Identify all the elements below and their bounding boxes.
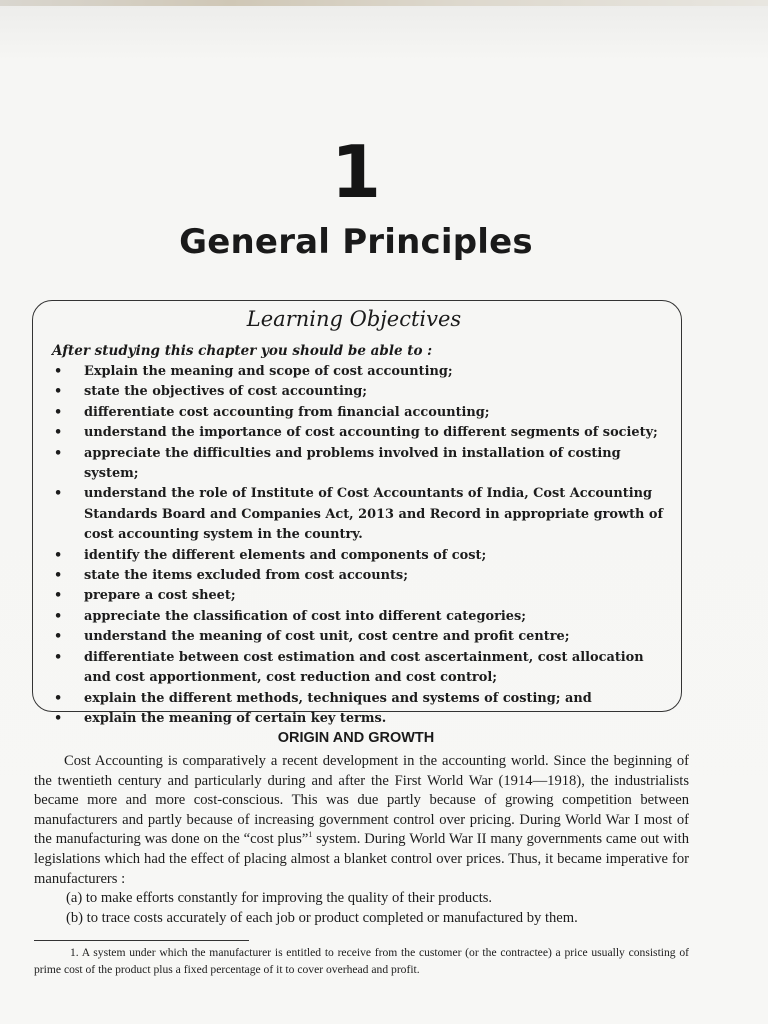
objective-item: • understand the importance of cost accounting to different segments of society; (52, 423, 672, 443)
learning-objectives-heading: Learning Objectives (246, 307, 462, 331)
section-heading: ORIGIN AND GROWTH (277, 730, 435, 746)
objective-item: • differentiate between cost estimation and cost ascertainment, cost allocation and cost apportionment, cost reduction and cost control; (52, 648, 672, 689)
chapter-title: General Principles (179, 222, 533, 262)
page-top-edge (0, 0, 768, 6)
chapter-number: 1 (330, 130, 382, 214)
objective-item: • appreciate the difficulties and problems involved in installation of costing system; (52, 444, 672, 485)
list-point: (a) to make efforts constantly for improving the quality of their products. (66, 890, 493, 907)
objective-item: • explain the meaning of certain key terms. (52, 709, 672, 729)
list-point: (b) to trace costs accurately of each job or product completed or manufactured by them. (66, 909, 578, 926)
objective-item: • differentiate cost accounting from financial accounting; (52, 403, 672, 423)
learning-objectives-list (52, 362, 672, 729)
footnote-reference: 1 (308, 830, 313, 840)
objective-item: • understand the meaning of cost unit, cost centre and profit centre; (52, 627, 672, 647)
learning-objectives-intro: After studying this chapter you should be able to : (52, 343, 433, 359)
objective-item: • appreciate the classification of cost into different categories; (52, 607, 672, 627)
objective-item: • identify the different elements and components of cost; (52, 546, 672, 566)
objective-item: • understand the role of Institute of Cost Accountants of India, Cost Accounting Standards Board and Companies Act, 2013 and Record in appropriate growth of cost accounting system in the country. (52, 484, 672, 545)
section-body (34, 752, 689, 928)
paragraph-text-part: Cost Accounting is comparatively a recent development in the accounting world. Since the beginning of the twentieth century and particularly during and after the First World War (1914—1918), the industrialists became more and more cost-conscious. This was due partly because of growing competition between manufacturers and partly because of increasing government control over pricing. During World War I most of the manufacturing was done on the “cost plus” (34, 753, 689, 848)
objective-item: • state the objectives of cost accounting; (52, 382, 672, 402)
objective-item: • explain the different methods, techniques and systems of costing; and (52, 689, 672, 709)
objective-item: • prepare a cost sheet; (52, 586, 672, 606)
objective-item: • Explain the meaning and scope of cost accounting; (52, 362, 672, 382)
footnote-divider (34, 940, 249, 941)
footnote: 1. A system under which the manufacturer is entitled to receive from the customer (or the contractee) a price usually consisting of prime cost of the product plus a fixed percentage of it to cover overhead and profit. (34, 946, 689, 976)
body-paragraph (34, 752, 689, 889)
objective-item: • state the items excluded from cost accounts; (52, 566, 672, 586)
paragraph-text-part: system. During World War II many governments came out with legislations which had the effect of placing almost a blanket control over prices. Thus, it became imperative for manufacturers : (34, 831, 689, 887)
